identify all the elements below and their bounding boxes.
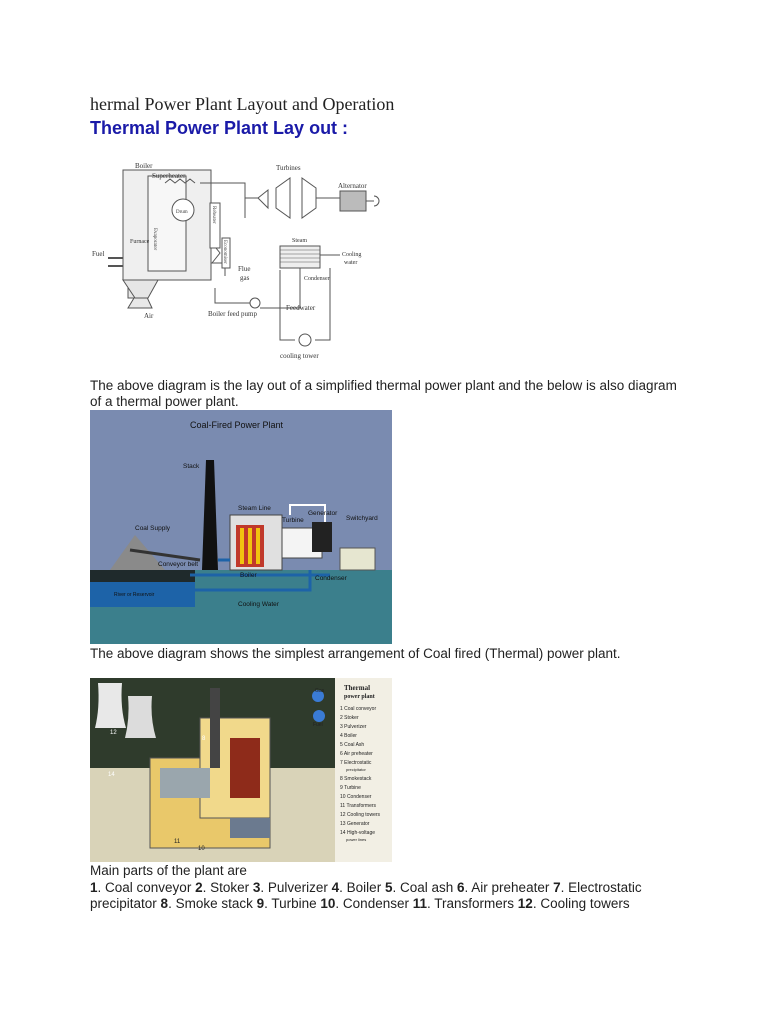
legend-item: 9 Turbine (340, 785, 361, 791)
label-boiler-2: Boiler (240, 572, 257, 579)
label-feedwater: Feedwater (286, 304, 316, 312)
label-furnace: Furnace (130, 239, 150, 245)
label-evaporator: Evaporator (152, 228, 157, 251)
label-boiler-feed-pump: Boiler feed pump (208, 310, 257, 318)
legend-item: 10 Condenser (340, 794, 372, 800)
label-generator: Generator (308, 510, 338, 517)
legend-item: 1 Coal conveyor (340, 706, 377, 712)
label-fuel: Fuel (92, 250, 105, 258)
callout-number: 10 (198, 846, 205, 852)
label-air: Air (144, 312, 154, 320)
label-fuel: Fuel (313, 722, 323, 728)
label-cooling-tower: cooling tower (280, 352, 319, 360)
part-name: . Cooling towers (532, 896, 630, 911)
part-name: . Transformers (427, 896, 518, 911)
part-name: . Stoker (202, 880, 253, 895)
legend-item: 5 Coal Ash (340, 742, 365, 748)
part-name: . Pulverizer (260, 880, 332, 895)
legend-item: 12 Cooling towers (340, 812, 381, 818)
parts-list (90, 880, 690, 912)
label-condenser-2: Condenser (315, 575, 347, 582)
label-gas: Gas (315, 688, 325, 694)
label-cooling-water-2: Cooling Water (238, 601, 279, 608)
label-steam: Steam (292, 238, 307, 244)
legend-title-1: Thermal (344, 684, 371, 692)
legend-title-2: power plant (344, 694, 375, 700)
thermal-plant-illustration (90, 678, 392, 862)
label-river: River or Reservoir (114, 592, 155, 598)
part-name: . Smoke stack (168, 896, 257, 911)
label-plant-title: Coal-Fired Power Plant (190, 420, 284, 430)
label-coal-supply: Coal Supply (135, 525, 171, 532)
label-boiler: Boiler (135, 162, 153, 170)
part-number: 12 (517, 896, 533, 911)
label-drum: Drum (176, 210, 188, 215)
legend-item: 3 Pulverizer (340, 724, 367, 730)
label-superheater: Superheater (152, 172, 186, 180)
part-number: 7 (553, 880, 561, 895)
coal-fired-plant-diagram (90, 410, 392, 644)
paragraph-2: The above diagram shows the simplest arrangement of Coal fired (Thermal) power plant. (90, 646, 621, 661)
simplified-plant-diagram (90, 158, 390, 364)
legend-item: 11 Transformers (340, 803, 377, 809)
callout-number: 12 (110, 730, 117, 736)
legend-item: 13 Generator (340, 821, 370, 827)
label-switchyard: Switchyard (346, 515, 378, 522)
legend-item: 8 Smokestack (340, 776, 372, 782)
part-number: 6 (457, 880, 465, 895)
part-name: . Boiler (339, 880, 385, 895)
parts-intro: Main parts of the plant are (90, 863, 247, 878)
legend-item: 6 Air preheater (340, 751, 373, 757)
label-condenser: Condenser (304, 276, 330, 282)
part-name: . Coal conveyor (97, 880, 196, 895)
label-stack: Stack (183, 463, 200, 470)
label-conveyor-belt: Conveyor belt (158, 561, 199, 568)
label-water: water (344, 260, 358, 266)
label-turbine: Turbine (282, 517, 304, 524)
legend-item: 14 High-voltage (340, 830, 376, 836)
part-name: . Turbine (264, 896, 321, 911)
label-cooling: Cooling (342, 252, 362, 258)
label-reheater: Reheater (211, 206, 216, 224)
label-alternator: Alternator (338, 182, 367, 190)
callout-number: 14 (108, 772, 115, 778)
callout-number: 11 (174, 839, 181, 845)
label-gas: gas (240, 274, 250, 282)
part-number: 2 (195, 880, 203, 895)
part-number: 8 (160, 896, 169, 911)
callout-number: 8 (202, 736, 206, 742)
part-number: 11 (412, 896, 427, 911)
part-name: . Condenser (335, 896, 413, 911)
part-name: . Coal ash (392, 880, 458, 895)
legend-item: 7 Electrostatic (340, 760, 372, 766)
label-steam-line: Steam Line (238, 505, 271, 512)
legend-item: 2 Stoker (340, 715, 359, 721)
document-title: hermal Power Plant Layout and Operation (90, 94, 395, 114)
legend-item: power lines (346, 837, 367, 842)
legend-item: 4 Boiler (340, 733, 357, 739)
part-number: 1 (90, 880, 98, 895)
paragraph-1: The above diagram is the lay out of a simplified thermal power plant and the below is also diagram of a thermal power plant. (90, 378, 677, 409)
legend-item: precipitator (346, 767, 366, 772)
label-flue: Flue (238, 265, 251, 273)
label-turbines: Turbines (276, 164, 301, 172)
part-number: 10 (320, 896, 336, 911)
part-number: 3 (252, 880, 261, 895)
part-number: 9 (256, 896, 265, 911)
part-number: 4 (331, 880, 340, 895)
part-name: . Electrostatic precipitator (90, 880, 642, 911)
part-number: 5 (384, 880, 393, 895)
part-name: . Air preheater (464, 880, 554, 895)
section-heading: Thermal Power Plant Lay out : (90, 118, 349, 138)
label-economiser: Economiser (222, 240, 227, 264)
